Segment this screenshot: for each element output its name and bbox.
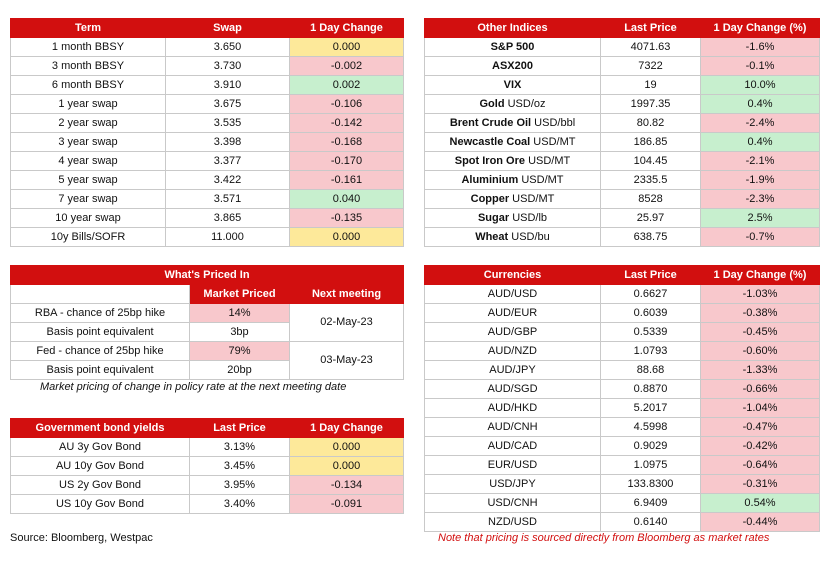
currency-change: -1.04% [701, 399, 820, 418]
index-name-cell [425, 171, 601, 190]
swap-term: 6 month BBSY [11, 76, 166, 95]
currencies-header-pair: Currencies [425, 266, 601, 285]
swap-row [11, 171, 404, 190]
swap-value: 11.000 [166, 228, 290, 247]
priced-in-table [10, 265, 404, 380]
swap-row [11, 95, 404, 114]
index-price: 104.45 [601, 152, 701, 171]
swap-value: 3.675 [166, 95, 290, 114]
index-change: -2.1% [701, 152, 820, 171]
bond-row [11, 476, 404, 495]
index-name: S&P 500 [490, 40, 535, 53]
currencies-table [424, 265, 820, 532]
swap-change: 0.002 [290, 76, 404, 95]
index-name-cell [425, 57, 601, 76]
swap-header-term: Term [11, 19, 166, 38]
bond-price: 3.45% [190, 457, 290, 476]
bond-price: 3.13% [190, 438, 290, 457]
priced-in-blank-cell [11, 285, 190, 304]
currency-pair: AUD/NZD [425, 342, 601, 361]
currency-pair: AUD/JPY [425, 361, 601, 380]
bond-name: AU 3y Gov Bond [11, 438, 190, 457]
indices-header-name: Other Indices [425, 19, 601, 38]
indices-header-price: Last Price [601, 19, 701, 38]
bond-name: AU 10y Gov Bond [11, 457, 190, 476]
currency-price: 6.9409 [601, 494, 701, 513]
currency-row [425, 437, 820, 456]
index-price: 8528 [601, 190, 701, 209]
currency-price: 5.2017 [601, 399, 701, 418]
currency-change: -0.44% [701, 513, 820, 532]
bond-row [11, 438, 404, 457]
currency-price: 0.6039 [601, 304, 701, 323]
priced-in-value: 79% [190, 342, 290, 361]
index-unit: USD/bu [508, 230, 550, 243]
swap-value: 3.910 [166, 76, 290, 95]
index-row [425, 152, 820, 171]
currencies-table-header [425, 266, 820, 285]
swap-change: -0.002 [290, 57, 404, 76]
bond-table [10, 418, 404, 514]
swap-value: 3.650 [166, 38, 290, 57]
index-price: 7322 [601, 57, 701, 76]
index-price: 638.75 [601, 228, 701, 247]
index-name-cell [425, 209, 601, 228]
priced-in-value: 20bp [190, 361, 290, 380]
swap-row [11, 57, 404, 76]
currency-price: 0.8870 [601, 380, 701, 399]
swap-value: 3.377 [166, 152, 290, 171]
priced-in-value: 3bp [190, 323, 290, 342]
index-row [425, 228, 820, 247]
swap-term: 4 year swap [11, 152, 166, 171]
index-name: VIX [503, 78, 522, 91]
swap-change: 0.040 [290, 190, 404, 209]
currency-price: 0.6627 [601, 285, 701, 304]
swap-term: 1 month BBSY [11, 38, 166, 57]
index-name: Newcastle Coal [449, 135, 531, 148]
swap-row [11, 190, 404, 209]
index-name: Wheat [475, 230, 509, 243]
currency-change: -0.38% [701, 304, 820, 323]
index-price: 80.82 [601, 114, 701, 133]
currency-pair: AUD/CNH [425, 418, 601, 437]
bond-header-price: Last Price [190, 419, 290, 438]
bond-price: 3.95% [190, 476, 290, 495]
priced-in-label: Basis point equivalent [11, 323, 190, 342]
bond-table-header [11, 419, 404, 438]
currency-row [425, 513, 820, 532]
swap-value: 3.571 [166, 190, 290, 209]
swap-term: 7 year swap [11, 190, 166, 209]
swap-change: -0.161 [290, 171, 404, 190]
currency-row [425, 380, 820, 399]
swap-row [11, 209, 404, 228]
swap-row [11, 133, 404, 152]
currency-change: -0.31% [701, 475, 820, 494]
bond-name: US 2y Gov Bond [11, 476, 190, 495]
currency-row [425, 342, 820, 361]
index-change: -0.1% [701, 57, 820, 76]
index-name-cell [425, 76, 601, 95]
currencies-header-price: Last Price [601, 266, 701, 285]
source-note: Source: Bloomberg, Westpac [10, 532, 153, 544]
index-name-cell [425, 228, 601, 247]
swap-table [10, 18, 404, 247]
currency-change: -0.66% [701, 380, 820, 399]
index-price: 2335.5 [601, 171, 701, 190]
currency-price: 1.0793 [601, 342, 701, 361]
index-price: 1997.35 [601, 95, 701, 114]
bond-change: 0.000 [290, 438, 404, 457]
index-unit: USD/MT [525, 154, 571, 167]
swap-term: 3 month BBSY [11, 57, 166, 76]
swap-change: -0.168 [290, 133, 404, 152]
swap-change: -0.170 [290, 152, 404, 171]
priced-in-title: What's Priced In [11, 266, 404, 285]
currency-pair: EUR/USD [425, 456, 601, 475]
bond-change: 0.000 [290, 457, 404, 476]
swap-row [11, 152, 404, 171]
index-name: ASX200 [492, 59, 533, 72]
index-name: Brent Crude Oil [449, 116, 532, 129]
swap-value: 3.535 [166, 114, 290, 133]
swap-change: -0.142 [290, 114, 404, 133]
currency-row [425, 418, 820, 437]
index-row [425, 95, 820, 114]
index-row [425, 171, 820, 190]
index-price: 19 [601, 76, 701, 95]
index-unit: USD/MT [530, 135, 576, 148]
currency-price: 1.0975 [601, 456, 701, 475]
index-change: -1.9% [701, 171, 820, 190]
index-unit: USD/bbl [531, 116, 576, 129]
bond-name: US 10y Gov Bond [11, 495, 190, 514]
next-meeting-rba: 02-May-23 [290, 304, 404, 342]
index-row [425, 57, 820, 76]
currency-change: -1.03% [701, 285, 820, 304]
swap-header-swap: Swap [166, 19, 290, 38]
currency-change: 0.54% [701, 494, 820, 513]
indices-table-header [425, 19, 820, 38]
priced-in-note: Market pricing of change in policy rate at the next meeting date [40, 381, 347, 393]
index-name: Gold [479, 97, 505, 110]
index-row [425, 190, 820, 209]
currency-pair: AUD/CAD [425, 437, 601, 456]
currency-change: -0.60% [701, 342, 820, 361]
priced-in-value: 14% [190, 304, 290, 323]
index-unit: USD/oz [504, 97, 546, 110]
currency-pair: USD/CNH [425, 494, 601, 513]
index-row [425, 209, 820, 228]
currency-pair: AUD/HKD [425, 399, 601, 418]
swap-change: 0.000 [290, 228, 404, 247]
currency-pair: NZD/USD [425, 513, 601, 532]
index-unit: USD/lb [509, 211, 548, 224]
index-row [425, 76, 820, 95]
currency-price: 4.5998 [601, 418, 701, 437]
currencies-header-change: 1 Day Change (%) [701, 266, 820, 285]
swap-term: 3 year swap [11, 133, 166, 152]
currency-pair: AUD/GBP [425, 323, 601, 342]
currency-row [425, 323, 820, 342]
swap-term: 2 year swap [11, 114, 166, 133]
bond-header-change: 1 Day Change [290, 419, 404, 438]
disclaimer-note: Note that pricing is sourced directly from Bloomberg as market rates [438, 532, 770, 544]
index-price: 25.97 [601, 209, 701, 228]
swap-change: 0.000 [290, 38, 404, 57]
currency-row [425, 456, 820, 475]
currency-price: 133.8300 [601, 475, 701, 494]
swap-value: 3.422 [166, 171, 290, 190]
index-row [425, 38, 820, 57]
currency-row [425, 494, 820, 513]
currency-pair: USD/JPY [425, 475, 601, 494]
priced-in-label: Fed - chance of 25bp hike [11, 342, 190, 361]
bond-change: -0.134 [290, 476, 404, 495]
swap-row [11, 76, 404, 95]
priced-in-header-market: Market Priced [190, 285, 290, 304]
index-name: Spot Iron Ore [454, 154, 526, 167]
swap-value: 3.865 [166, 209, 290, 228]
currency-change: -0.47% [701, 418, 820, 437]
index-name-cell [425, 38, 601, 57]
swap-row [11, 114, 404, 133]
swap-change: -0.106 [290, 95, 404, 114]
priced-in-label: Basis point equivalent [11, 361, 190, 380]
index-name-cell [425, 95, 601, 114]
swap-value: 3.730 [166, 57, 290, 76]
currency-price: 88.68 [601, 361, 701, 380]
bond-change: -0.091 [290, 495, 404, 514]
index-change: -2.3% [701, 190, 820, 209]
priced-in-label: RBA - chance of 25bp hike [11, 304, 190, 323]
currency-change: -1.33% [701, 361, 820, 380]
swap-table-header [11, 19, 404, 38]
index-price: 4071.63 [601, 38, 701, 57]
currency-row [425, 361, 820, 380]
swap-row [11, 38, 404, 57]
currency-pair: AUD/EUR [425, 304, 601, 323]
currency-change: -0.42% [701, 437, 820, 456]
priced-in-row [11, 342, 404, 361]
swap-row [11, 228, 404, 247]
next-meeting-fed: 03-May-23 [290, 342, 404, 380]
index-name-cell [425, 152, 601, 171]
bond-header-name: Government bond yields [11, 419, 190, 438]
currency-row [425, 285, 820, 304]
indices-header-change: 1 Day Change (%) [701, 19, 820, 38]
currency-row [425, 304, 820, 323]
bond-row [11, 495, 404, 514]
index-change: 2.5% [701, 209, 820, 228]
index-name-cell [425, 114, 601, 133]
index-name: Sugar [477, 211, 510, 224]
indices-table [424, 18, 820, 247]
priced-in-row [11, 304, 404, 323]
currency-change: -0.45% [701, 323, 820, 342]
currency-change: -0.64% [701, 456, 820, 475]
index-name: Aluminium [461, 173, 519, 186]
currency-price: 0.5339 [601, 323, 701, 342]
index-name-cell [425, 133, 601, 152]
swap-header-change: 1 Day Change [290, 19, 404, 38]
index-price: 186.85 [601, 133, 701, 152]
swap-term: 1 year swap [11, 95, 166, 114]
currency-pair: AUD/SGD [425, 380, 601, 399]
index-change: -0.7% [701, 228, 820, 247]
currency-pair: AUD/USD [425, 285, 601, 304]
swap-term: 10 year swap [11, 209, 166, 228]
index-change: 0.4% [701, 95, 820, 114]
index-change: 10.0% [701, 76, 820, 95]
swap-change: -0.135 [290, 209, 404, 228]
index-unit: USD/MT [509, 192, 555, 205]
index-change: 0.4% [701, 133, 820, 152]
swap-value: 3.398 [166, 133, 290, 152]
swap-term: 5 year swap [11, 171, 166, 190]
currency-price: 0.9029 [601, 437, 701, 456]
index-row [425, 133, 820, 152]
currency-row [425, 475, 820, 494]
index-change: -1.6% [701, 38, 820, 57]
currency-row [425, 399, 820, 418]
bond-price: 3.40% [190, 495, 290, 514]
index-row [425, 114, 820, 133]
index-name: Copper [470, 192, 510, 205]
priced-in-header-meeting: Next meeting [290, 285, 404, 304]
index-change: -2.4% [701, 114, 820, 133]
index-name-cell [425, 190, 601, 209]
currency-price: 0.6140 [601, 513, 701, 532]
swap-term: 10y Bills/SOFR [11, 228, 166, 247]
index-unit: USD/MT [518, 173, 564, 186]
bond-row [11, 457, 404, 476]
